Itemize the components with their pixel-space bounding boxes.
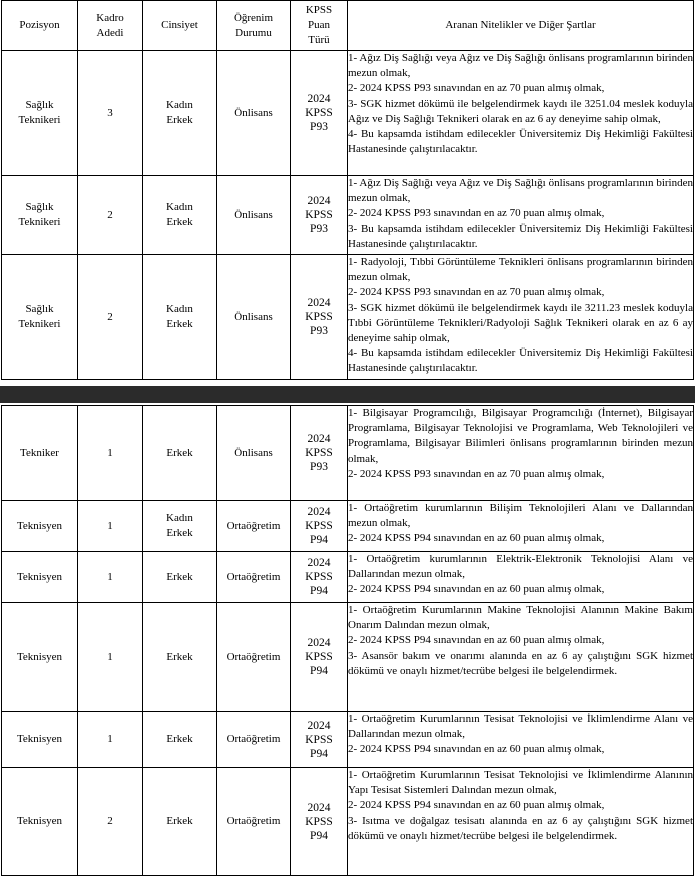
kpss-year: 2024	[307, 297, 331, 309]
requirement-item: 2- 2024 KPSS P93 sınavından en az 70 puan almış olmak,	[348, 207, 605, 220]
requirement-item: 1- Radyoloji, Tıbbi Görüntüleme Teknikleri önlisans programlarının birinden mezun olmak,	[348, 256, 693, 284]
pozisyon-cell: Teknisyen	[2, 501, 78, 552]
requirement-item: 2- 2024 KPSS P94 sınavından en az 60 puan almış olmak,	[348, 583, 605, 596]
ogrenim-cell: Ortaöğretim	[217, 768, 291, 876]
header-ogrenim	[217, 1, 291, 51]
kpss-cell	[291, 176, 348, 255]
requirement-item: 1- Ortaöğretim kurumlarının Elektrik-Elektronik Teknolojisi Alanı ve Dallarından mezun olmak,	[348, 553, 693, 581]
kadro-cell: 2	[78, 255, 143, 380]
pozisyon-cell	[2, 255, 78, 380]
pozisyon-cell: Teknisyen	[2, 552, 78, 603]
table-row	[2, 768, 694, 876]
requirements-cell	[348, 51, 694, 176]
requirement-item: 1- Ortaöğretim kurumlarının Bilişim Teknolojileri Alanı ve Dallarından mezun olmak,	[348, 502, 693, 530]
kpss-type: P93	[310, 325, 328, 337]
ogrenim-cell: Önlisans	[217, 51, 291, 176]
requirement-item: 1- Ortaöğretim Kurumlarının Tesisat Teknolojisi ve İklimlendirme Alanının Yapı Tesisat Sistemleri Dalından mezun olmak,	[348, 769, 693, 797]
kpss-label: KPSS	[305, 815, 333, 828]
requirement-item: 2- 2024 KPSS P94 sınavından en az 60 puan almış olmak,	[348, 532, 605, 545]
requirement-item: 3- Isıtma ve doğalgaz tesisatı alanında en az 6 ay çalıştığını SGK hizmet dökümü ve onaylı hizmet/tecrübe belgesi ile belgelendirmek.	[348, 814, 693, 842]
pozisyon-line2: Teknikeri	[18, 114, 61, 126]
kadro-cell: 1	[78, 501, 143, 552]
kadro-cell: 1	[78, 712, 143, 768]
cinsiyet-line2: Erkek	[166, 527, 193, 539]
kpss-type: P94	[310, 585, 328, 597]
requirement-item: 3- SGK hizmet dökümü ile belgelendirmek kaydı ile 3211.23 meslek koduyla Tıbbi Görüntüleme Teknikleri/Radyoloji Sağlık Teknikeri olarak en az 6 ay deneyime sahip olmak,	[348, 301, 693, 345]
requirements-cell	[348, 768, 694, 876]
kadro-cell: 1	[78, 603, 143, 712]
cinsiyet-cell	[143, 51, 217, 176]
kpss-year: 2024	[307, 637, 331, 649]
kpss-year: 2024	[307, 801, 331, 814]
table-row	[2, 501, 694, 552]
header-nitelikler: Aranan Nitelikler ve Diğer Şartlar	[348, 1, 694, 51]
table-row	[2, 712, 694, 768]
pozisyon-cell: Teknisyen	[2, 603, 78, 712]
ogrenim-cell: Ortaöğretim	[217, 712, 291, 768]
ogrenim-cell: Ortaöğretim	[217, 501, 291, 552]
kpss-label: KPSS	[305, 651, 333, 663]
header-kpss-line1: KPSS	[305, 4, 333, 16]
table-header-row	[2, 1, 694, 51]
requirement-item: 3- SGK hizmet dökümü ile belgelendirmek kaydı ile 3251.04 meslek koduyla Ağız ve Diş Sağlığı Teknikeri olarak en az 6 ay deneyime sahip olmak,	[348, 97, 693, 125]
header-ogrenim-line1: Öğrenim	[233, 11, 274, 24]
ogrenim-cell: Önlisans	[217, 406, 291, 501]
kpss-cell	[291, 768, 348, 876]
requirement-item: 2- 2024 KPSS P94 sınavından en az 60 puan almış olmak,	[348, 634, 605, 647]
requirement-item: 2- 2024 KPSS P94 sınavından en az 60 puan almış olmak,	[348, 743, 605, 756]
kpss-type: P94	[310, 747, 328, 760]
requirement-item: 3- Asansör bakım ve onarımı alanında en az 6 ay çalıştığını SGK hizmet dökümü ve onaylı hizmet/tecrübe belgesi ile belgelendirmek.	[348, 649, 693, 677]
ogrenim-cell: Önlisans	[217, 176, 291, 255]
kadro-cell: 2	[78, 768, 143, 876]
table-row	[2, 255, 694, 380]
section-divider	[0, 386, 695, 403]
positions-table-bottom	[1, 405, 694, 876]
cinsiyet-cell	[143, 176, 217, 255]
cinsiyet-cell	[143, 255, 217, 380]
table-row	[2, 603, 694, 712]
positions-table-top	[1, 0, 694, 380]
header-kadro	[78, 1, 143, 51]
table-row	[2, 51, 694, 176]
cinsiyet-line2: Erkek	[166, 318, 193, 330]
cinsiyet-cell: Erkek	[143, 603, 217, 712]
kpss-year: 2024	[307, 195, 331, 207]
kpss-year: 2024	[307, 506, 331, 518]
kpss-year: 2024	[307, 433, 331, 445]
kpss-label: KPSS	[305, 520, 333, 532]
ogrenim-cell: Önlisans	[217, 255, 291, 380]
header-kadro-line2: Adedi	[96, 26, 124, 39]
cinsiyet-cell	[143, 501, 217, 552]
pozisyon-line1: Sağlık	[25, 303, 54, 315]
kpss-type: P94	[310, 534, 328, 546]
requirements-cell	[348, 552, 694, 603]
requirement-item: 2- 2024 KPSS P94 sınavından en az 60 puan almış olmak,	[348, 799, 605, 812]
kpss-type: P93	[310, 461, 328, 473]
pozisyon-line2: Teknikeri	[18, 216, 61, 228]
kpss-cell	[291, 603, 348, 712]
kpss-label: KPSS	[305, 733, 333, 746]
pozisyon-cell: Teknisyen	[2, 768, 78, 876]
cinsiyet-line1: Kadın	[166, 512, 193, 524]
requirement-item: 4- Bu kapsamda istihdam edilecekler Üniversitemiz Diş Hekimliği Fakültesi Hastanesinde çalıştırılacaktır.	[348, 128, 693, 156]
requirement-item: 2- 2024 KPSS P93 sınavından en az 70 puan almış olmak,	[348, 82, 605, 95]
table-row	[2, 552, 694, 603]
kpss-cell	[291, 712, 348, 768]
table-row	[2, 406, 694, 501]
requirement-item: 3- Bu kapsamda istihdam edilecekler Üniversitemiz Diş Hekimliği Fakültesi Hastanesinde çalıştırılacaktır.	[348, 222, 693, 250]
requirement-item: 2- 2024 KPSS P93 sınavından en az 70 puan almış olmak,	[348, 467, 605, 480]
kpss-label: KPSS	[305, 311, 333, 323]
kpss-label: KPSS	[305, 571, 333, 583]
cinsiyet-cell: Erkek	[143, 552, 217, 603]
kpss-label: KPSS	[305, 447, 333, 459]
header-cinsiyet: Cinsiyet	[143, 1, 217, 51]
requirement-item: 1- Ortaöğretim Kurumlarının Tesisat Teknolojisi ve İklimlendirme Alanı ve Dallarından mezun olmak,	[348, 713, 693, 741]
pozisyon-cell: Teknisyen	[2, 712, 78, 768]
header-ogrenim-line2: Durumu	[235, 26, 272, 39]
kadro-cell: 2	[78, 176, 143, 255]
requirement-item: 1- Bilgisayar Programcılığı, Bilgisayar Programcılığı (İnternet), Bilgisayar Programlama, Bilgisayar Teknolojisi ve Programlama, Web Teknolojileri ve Programlama, Bilgisayar Bilimleri önlisans programlarının birinden mezun olmak,	[348, 407, 693, 465]
requirement-item: 1- Ortaöğretim Kurumlarının Makine Teknolojisi Alanının Makine Bakım Onarım Dalından mezun olmak,	[348, 604, 693, 632]
kpss-cell	[291, 501, 348, 552]
kpss-type: P93	[310, 223, 328, 235]
kpss-year: 2024	[307, 719, 331, 732]
cinsiyet-line2: Erkek	[166, 216, 193, 228]
header-kpss-line2: Puan	[308, 19, 330, 31]
requirement-item: 4- Bu kapsamda istihdam edilecekler Üniversitemiz Diş Hekimliği Fakültesi Hastanesinde çalıştırılacaktır.	[348, 347, 693, 375]
requirement-item: 1- Ağız Diş Sağlığı veya Ağız ve Diş Sağlığı önlisans programlarının birinden mezun olmak,	[348, 177, 693, 205]
kpss-cell	[291, 255, 348, 380]
kpss-cell	[291, 552, 348, 603]
pozisyon-cell	[2, 51, 78, 176]
kpss-label: KPSS	[305, 107, 333, 119]
requirements-cell	[348, 176, 694, 255]
pozisyon-line1: Sağlık	[25, 201, 54, 213]
cinsiyet-cell: Erkek	[143, 768, 217, 876]
kpss-type: P94	[310, 829, 328, 842]
requirements-cell	[348, 501, 694, 552]
table-row	[2, 176, 694, 255]
kadro-cell: 1	[78, 406, 143, 501]
kpss-type: P93	[310, 121, 328, 133]
kpss-type: P94	[310, 665, 328, 677]
cinsiyet-cell: Erkek	[143, 406, 217, 501]
requirements-cell	[348, 406, 694, 501]
requirement-item: 2- 2024 KPSS P93 sınavından en az 70 puan almış olmak,	[348, 286, 605, 299]
cinsiyet-line1: Kadın	[166, 99, 193, 111]
kadro-cell: 1	[78, 552, 143, 603]
kadro-cell: 3	[78, 51, 143, 176]
cinsiyet-line1: Kadın	[166, 303, 193, 315]
kpss-label: KPSS	[305, 209, 333, 221]
kpss-year: 2024	[307, 557, 331, 569]
cinsiyet-line2: Erkek	[166, 114, 193, 126]
header-pozisyon: Pozisyon	[2, 1, 78, 51]
kpss-cell	[291, 51, 348, 176]
pozisyon-line1: Sağlık	[25, 99, 54, 111]
requirements-cell	[348, 255, 694, 380]
header-kpss	[291, 1, 348, 51]
requirement-item: 1- Ağız Diş Sağlığı veya Ağız ve Diş Sağlığı önlisans programlarının birinden mezun olmak,	[348, 52, 693, 80]
cinsiyet-cell: Erkek	[143, 712, 217, 768]
header-kadro-line1: Kadro	[96, 11, 124, 24]
requirements-cell	[348, 603, 694, 712]
pozisyon-line2: Teknikeri	[18, 318, 61, 330]
ogrenim-cell: Ortaöğretim	[217, 552, 291, 603]
kpss-cell	[291, 406, 348, 501]
ogrenim-cell: Ortaöğretim	[217, 603, 291, 712]
requirements-cell	[348, 712, 694, 768]
cinsiyet-line1: Kadın	[166, 201, 193, 213]
pozisyon-cell: Tekniker	[2, 406, 78, 501]
kpss-year: 2024	[307, 93, 331, 105]
header-kpss-line3: Türü	[308, 34, 330, 46]
pozisyon-cell	[2, 176, 78, 255]
